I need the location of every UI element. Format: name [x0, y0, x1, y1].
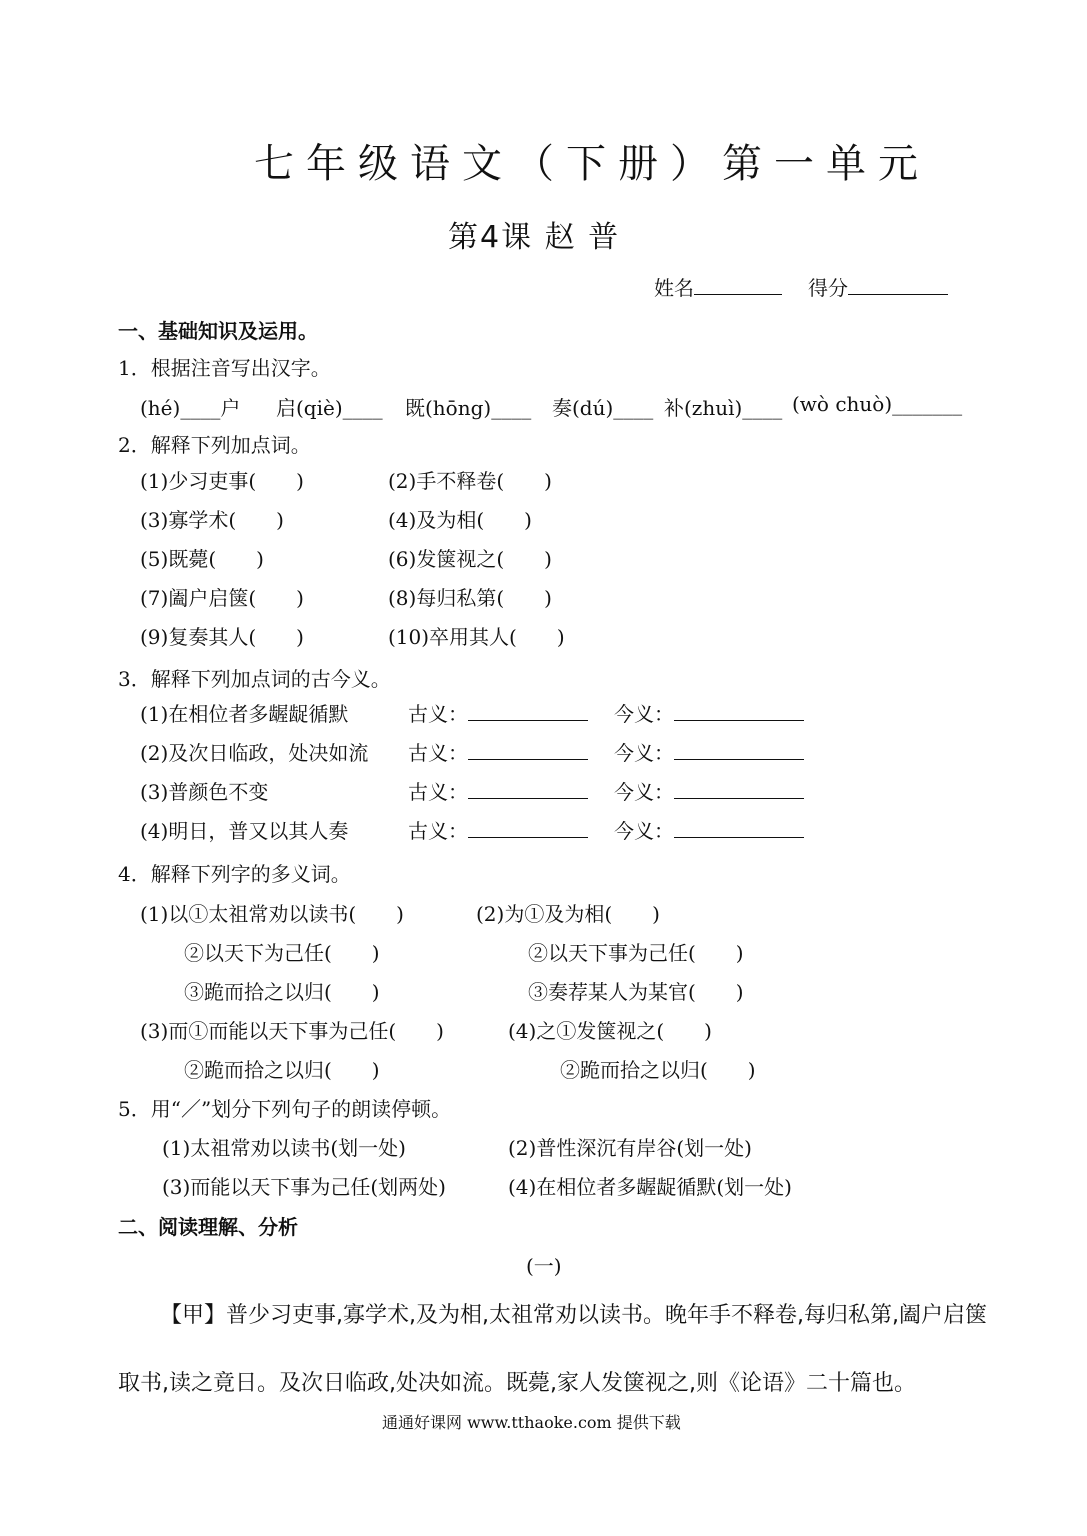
q4-item[interactable]: (4)之①发箧视之( ) [508, 1019, 712, 1043]
name-label: 姓名 [654, 276, 694, 300]
jin-blank[interactable] [674, 778, 804, 799]
reading-part-label: (一) [526, 1254, 562, 1278]
gu-blank[interactable] [468, 817, 588, 838]
q3-item: (2)及次日临政，处决如流 [140, 741, 369, 765]
q4-item[interactable]: ②以天下事为己任( ) [528, 941, 744, 965]
q4-item[interactable]: (1)以①太祖常劝以读书( ) [140, 902, 404, 926]
jin-label: 今义： [614, 780, 674, 804]
gu-label: 古义： [408, 780, 468, 804]
page-title: 七年级语文（下册）第一单元 [254, 141, 930, 187]
q3-item: (4)明日，普又以其人奏 [140, 819, 349, 843]
q5-item[interactable]: (4)在相位者多龌龊循默(划一处) [508, 1175, 792, 1199]
lesson-title: 第4课 赵 普 [448, 220, 621, 255]
q4-item[interactable]: ②以天下为己任( ) [184, 941, 380, 965]
reading-paragraph-line: 【甲】普少习吏事,寡学术,及为相,太祖常劝以读书。晚年手不释卷,每归私第,阖户启箧 [160, 1303, 987, 1328]
jin-label: 今义： [614, 702, 674, 726]
q1-item[interactable]: 启(qiè)____ [276, 396, 383, 420]
q2-item[interactable]: (1)少习吏事( ) [140, 469, 304, 493]
reading-paragraph-line: 取书,读之竟日。及次日临政,处决如流。既薨,家人发箧视之,则《论语》二十篇也。 [118, 1371, 916, 1396]
name-blank[interactable] [694, 274, 782, 295]
q1-item[interactable]: 既(hōng)____ [405, 396, 532, 420]
q2-prompt: 2．解释下列加点词。 [118, 433, 311, 457]
q3-jin[interactable] [614, 737, 804, 766]
q3-gu[interactable] [408, 698, 588, 727]
gu-label: 古义： [408, 819, 468, 843]
q2-item[interactable]: (8)每归私第( ) [388, 586, 552, 610]
q4-item[interactable]: ③跪而拾之以归( ) [184, 980, 380, 1004]
q1-item[interactable]: (wò chuò)_______ [792, 392, 963, 416]
q2-item[interactable]: (5)既薨( ) [140, 547, 264, 571]
q5-prompt: 5．用“／”划分下列句子的朗读停顿。 [118, 1097, 452, 1121]
jin-label: 今义： [614, 741, 674, 765]
q4-item[interactable]: ②跪而拾之以归( ) [560, 1058, 756, 1082]
q1-item[interactable]: 奏(dú)____ [552, 396, 654, 420]
section1-heading: 一、基础知识及运用。 [118, 319, 318, 343]
q1-item[interactable]: 补(zhuì)____ [664, 396, 783, 420]
jin-blank[interactable] [674, 817, 804, 838]
q3-gu[interactable] [408, 776, 588, 805]
q3-prompt: 3．解释下列加点词的古今义。 [118, 667, 391, 691]
q4-item[interactable]: ②跪而拾之以归( ) [184, 1058, 380, 1082]
gu-blank[interactable] [468, 700, 588, 721]
q5-item[interactable]: (3)而能以天下事为己任(划两处) [162, 1175, 446, 1199]
score-blank[interactable] [848, 274, 948, 295]
q4-prompt: 4．解释下列字的多义词。 [118, 862, 351, 886]
q3-gu[interactable] [408, 737, 588, 766]
q4-item[interactable]: (3)而①而能以天下事为己任( ) [140, 1019, 444, 1043]
jin-blank[interactable] [674, 739, 804, 760]
score-field[interactable] [808, 272, 948, 301]
q2-item[interactable]: (9)复奏其人( ) [140, 625, 304, 649]
q3-jin[interactable] [614, 815, 804, 844]
q5-item[interactable]: (2)普性深沉有岸谷(划一处) [508, 1136, 752, 1160]
gu-label: 古义： [408, 702, 468, 726]
q2-item[interactable]: (6)发箧视之( ) [388, 547, 552, 571]
q3-jin[interactable] [614, 776, 804, 805]
q4-item[interactable]: (2)为①及为相( ) [476, 902, 660, 926]
footer-text: 通通好课网 www.tthaoke.com 提供下载 [382, 1413, 681, 1432]
q5-item[interactable]: (1)太祖常劝以读书(划一处) [162, 1136, 406, 1160]
gu-blank[interactable] [468, 778, 588, 799]
gu-blank[interactable] [468, 739, 588, 760]
q2-item[interactable]: (2)手不释卷( ) [388, 469, 552, 493]
name-field[interactable] [654, 272, 782, 301]
jin-label: 今义： [614, 819, 674, 843]
q3-item: (1)在相位者多龌龊循默 [140, 702, 349, 726]
q1-item[interactable]: (hé)____户 [140, 396, 241, 420]
q1-prompt: 1．根据注音写出汉字。 [118, 356, 331, 380]
section2-heading: 二、阅读理解、分析 [118, 1215, 298, 1239]
q4-item[interactable]: ③奏荐某人为某官( ) [528, 980, 744, 1004]
q2-item[interactable]: (4)及为相( ) [388, 508, 532, 532]
jin-blank[interactable] [674, 700, 804, 721]
score-label: 得分 [808, 276, 848, 300]
q3-jin[interactable] [614, 698, 804, 727]
q2-item[interactable]: (3)寡学术( ) [140, 508, 284, 532]
q3-gu[interactable] [408, 815, 588, 844]
q2-item[interactable]: (7)阖户启箧( ) [140, 586, 304, 610]
gu-label: 古义： [408, 741, 468, 765]
q2-item[interactable]: (10)卒用其人( ) [388, 625, 565, 649]
q3-item: (3)普颜色不变 [140, 780, 269, 804]
